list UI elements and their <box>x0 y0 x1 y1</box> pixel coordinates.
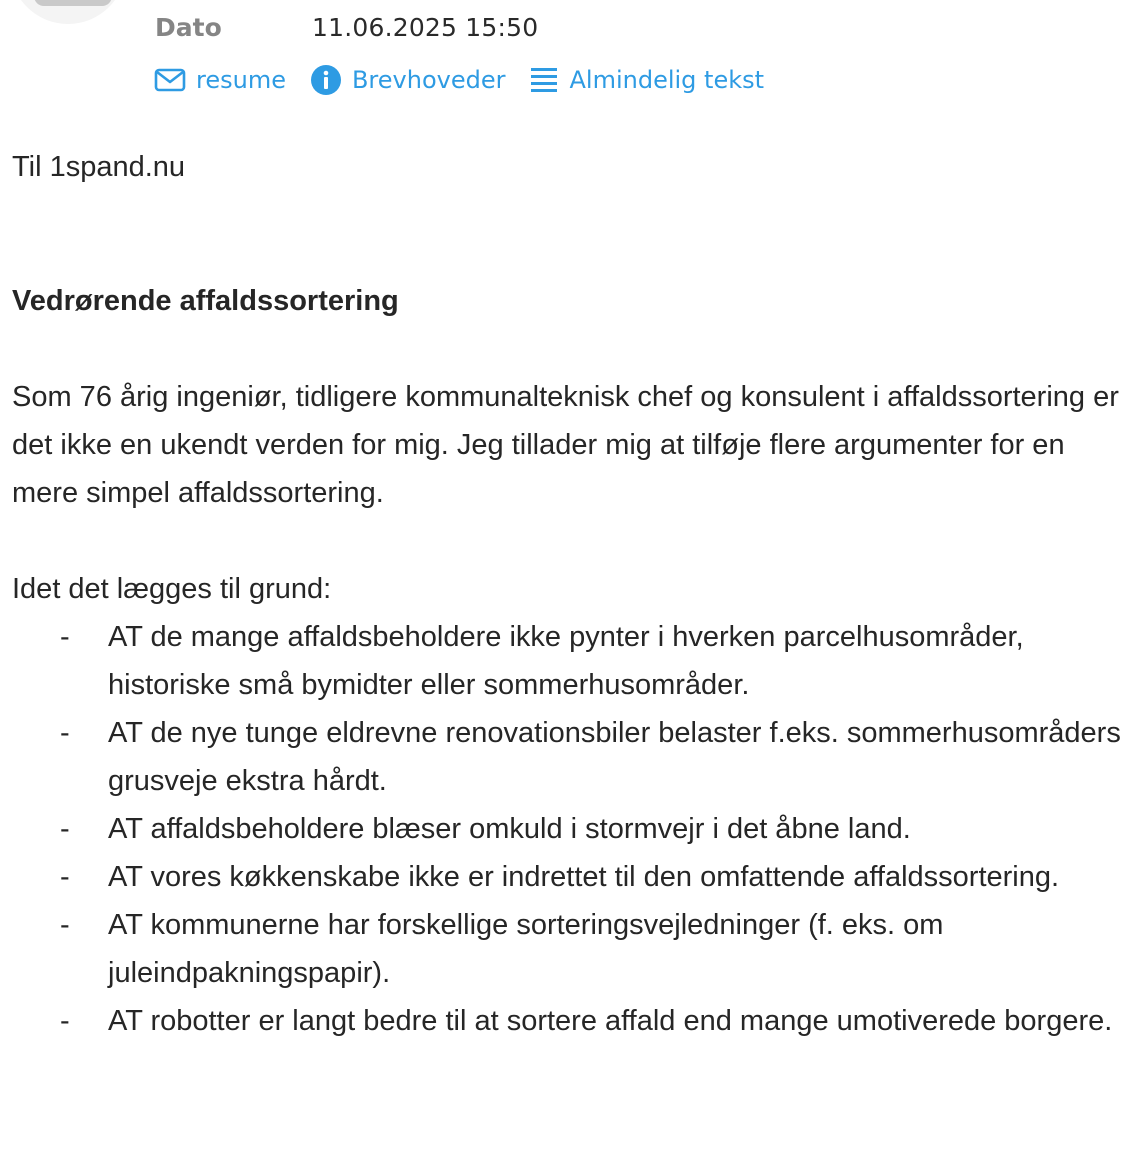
list-item <box>12 805 1137 853</box>
lines-icon <box>529 65 569 95</box>
bullet-marker: - <box>60 909 70 941</box>
bullet-marker: - <box>60 621 70 653</box>
list-item <box>12 709 1137 805</box>
summary-label: resume <box>196 66 286 94</box>
message-body <box>12 143 1137 1045</box>
bullet-marker: - <box>60 1005 70 1037</box>
avatar <box>10 0 126 24</box>
list-item-text: AT affaldsbeholdere blæser omkuld i stormvejr i det åbne land. <box>108 813 911 845</box>
list-intro: Idet det lægges til grund: <box>12 573 332 605</box>
plain-text-label: Almindelig tekst <box>569 66 765 94</box>
message-actions <box>154 62 788 98</box>
list-item <box>12 901 1137 997</box>
bullet-marker: - <box>60 717 70 749</box>
body-paragraph: Som 76 årig ingeniør, tidligere kommunalteknisk chef og konsulent i affaldssortering er det ikke en ukendt verden for mig. Jeg tillader mig at tilføje flere argumenter for en mere simpel affaldssortering. <box>12 381 1119 509</box>
info-icon <box>310 64 352 96</box>
list-item-text: AT robotter er langt bedre til at sortere affald end mange umotiverede borgere. <box>108 1005 1113 1037</box>
headers-label: Brevhoveder <box>351 66 506 94</box>
list-item <box>12 853 1137 901</box>
summary-button[interactable] <box>154 66 286 94</box>
list-item <box>12 613 1137 709</box>
list-item-text: AT de mange affaldsbeholdere ikke pynter i hverken parcelhusområder, historiske små bymidter eller sommerhusområder. <box>108 621 1024 701</box>
avatar-image <box>34 0 112 6</box>
date-value: 11.06.2025 15:50 <box>312 12 539 42</box>
headers-button[interactable] <box>310 64 506 96</box>
list-item <box>12 997 1137 1045</box>
list-item-text: AT kommunerne har forskellige sorteringsvejledninger (f. eks. om juleindpakningspapir). <box>108 909 944 989</box>
list-item-text: AT vores køkkenskabe ikke er indrettet til den omfattende affaldssortering. <box>108 861 1060 893</box>
message-subject: Vedrørende affaldssortering <box>12 285 399 317</box>
recipient-line: Til 1spand.nu <box>12 151 186 183</box>
argument-list <box>12 613 1137 1045</box>
list-item-text: AT de nye tunge eldrevne renovationsbiler belaster f.eks. sommerhusområders grusveje ekstra hårdt. <box>108 717 1121 797</box>
plain-text-button[interactable] <box>529 65 764 95</box>
bullet-marker: - <box>60 813 70 845</box>
envelope-icon <box>154 67 196 93</box>
date-label: Dato <box>155 12 222 42</box>
date-row <box>155 10 538 44</box>
bullet-marker: - <box>60 861 70 893</box>
